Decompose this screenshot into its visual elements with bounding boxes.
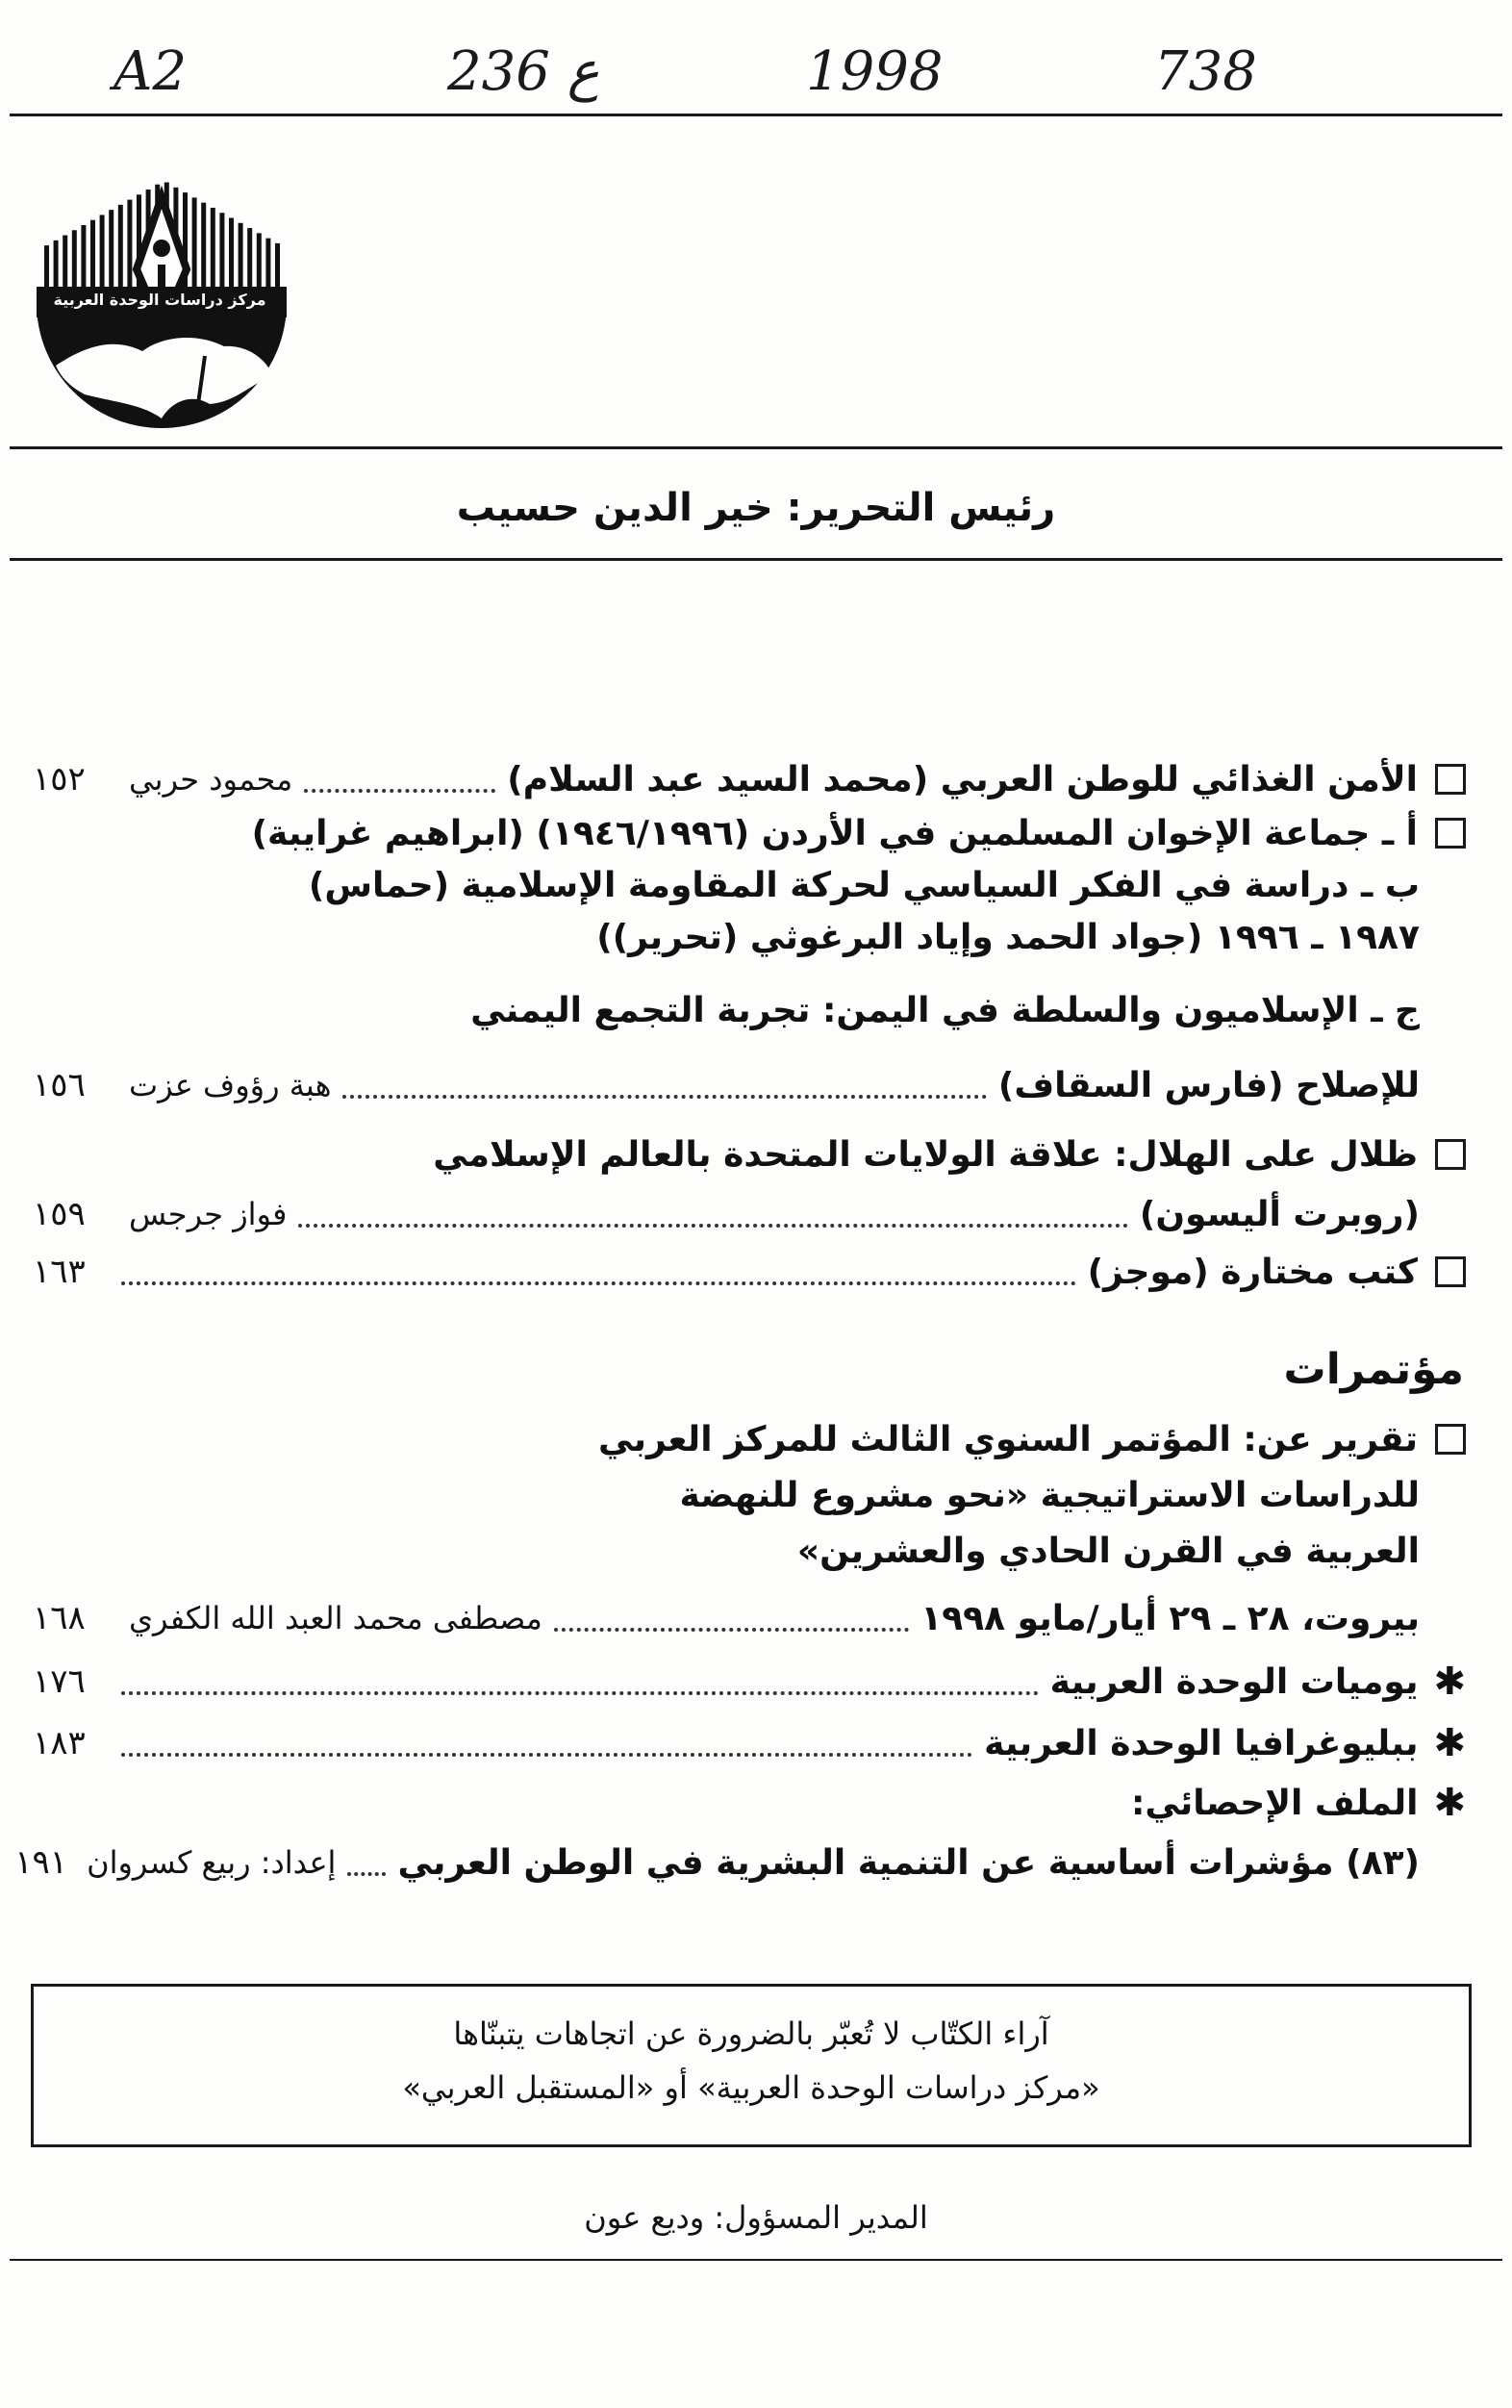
toc-page-number: ١٧٦ (33, 1662, 86, 1701)
checkbox-square-icon (1435, 1139, 1466, 1170)
logo-bar (72, 230, 77, 287)
header-rule (10, 114, 1502, 116)
toc-page-number: ١٦٣ (33, 1253, 86, 1291)
toc-row (33, 1412, 1466, 1466)
leader-dots (554, 1605, 909, 1632)
logo-bar (63, 236, 67, 287)
logo-bar (100, 215, 105, 287)
leader-dots (347, 1849, 386, 1876)
logo-bar (127, 200, 132, 287)
handwritten-note-year: 1998 (806, 40, 944, 103)
checkbox-square-icon (1435, 764, 1466, 795)
asterisk-bullet-icon: ✱ (1433, 1721, 1466, 1765)
editor-bottom-rule (10, 558, 1502, 561)
toc-row (33, 1128, 1466, 1181)
asterisk-bullet-icon: ✱ (1433, 1660, 1466, 1704)
disclaimer-line-2: «مركز دراسات الوحدة العربية» أو «المستقبل العربي» (402, 2069, 1100, 2106)
toc-author: مصطفى محمد العبد الله الكفري (129, 1600, 542, 1636)
leader-dots (121, 1258, 1076, 1285)
toc-title: ب ـ دراسة في الفكر السياسي لحركة المقاومة الإسلامية (حماس) (308, 865, 1420, 905)
toc-author: إعداد: ربيع كسروان (87, 1844, 337, 1881)
toc-row (33, 1655, 1466, 1709)
toc-row (14, 1836, 1466, 1889)
toc-page-number: ١٨٣ (33, 1724, 86, 1762)
logo-bar (229, 218, 234, 288)
leader-dots (121, 1668, 1039, 1695)
toc-author: محمود حربي (129, 761, 293, 798)
leader-dots (121, 1730, 972, 1757)
logo-bar (44, 245, 49, 287)
toc-row (33, 806, 1466, 860)
toc-author: فواز جرجس (129, 1196, 288, 1232)
logo-bar (201, 203, 206, 287)
disclaimer-box (31, 1984, 1472, 2147)
toc-row (33, 1591, 1466, 1645)
section-title-conferences: مؤتمرات (1283, 1345, 1464, 1394)
toc-author: هبة رؤوف عزت (129, 1067, 332, 1103)
logo-bar (192, 197, 197, 287)
logo-bar (257, 233, 262, 287)
checkbox-square-icon (1435, 1256, 1466, 1287)
toc-row (33, 1468, 1466, 1522)
logo-bar (265, 239, 270, 287)
toc-row (33, 1058, 1466, 1112)
toc-page-number: ١٥٩ (33, 1195, 86, 1233)
toc-row (33, 1245, 1466, 1299)
toc-row (33, 1524, 1466, 1578)
managing-director: المدير المسؤول: وديع عون (584, 2199, 928, 2236)
toc-title: يوميات الوحدة العربية (1049, 1661, 1419, 1702)
leader-dots (298, 1201, 1128, 1228)
toc-title: (٨٣) مؤشرات أساسية عن التنمية البشرية في الوطن العربي (397, 1842, 1420, 1883)
toc-title: ببليوغرافيا الوحدة العربية (984, 1723, 1419, 1763)
toc-title: للإصلاح (فارس السقاف) (997, 1065, 1420, 1105)
logo-bar (118, 205, 123, 287)
toc-title: تقرير عن: المؤتمر السنوي الثالث للمركز العربي (598, 1419, 1418, 1459)
toc-page-number: ١٩١ (14, 1843, 68, 1882)
checkbox-square-icon (1435, 818, 1466, 849)
leader-dots (342, 1072, 986, 1099)
handwritten-note-number: 738 (1154, 40, 1257, 103)
handwritten-note-a2: A2 (113, 40, 188, 103)
toc-title: ١٩٨٧ ـ ١٩٩٦ (جواد الحمد وإياد البرغوثي (تحرير)) (596, 917, 1420, 957)
logo-bar (219, 213, 224, 287)
toc-title: (روبرت أليسون) (1139, 1194, 1420, 1234)
editor-in-chief: رئيس التحرير: خير الدين حسيب (456, 486, 1056, 530)
toc-title: العربية في القرن الحادي والعشرين» (796, 1531, 1420, 1571)
toc-page-number: ١٥٢ (33, 760, 86, 798)
logo-bar (90, 220, 95, 287)
toc-title: بيروت، ٢٨ ـ ٢٩ أيار/مايو ١٩٩٨ (920, 1598, 1420, 1638)
logo-bar (81, 225, 86, 287)
editor-top-rule (10, 446, 1502, 449)
disclaimer-line-1: آراء الكتّاب لا تُعبّر بالضرورة عن اتجاهات يتبنّاها (453, 2015, 1049, 2052)
checkbox-square-icon (1435, 1424, 1466, 1455)
toc-row (33, 1187, 1466, 1241)
logo-bar (54, 241, 59, 287)
toc-title: للدراسات الاستراتيجية «نحو مشروع للنهضة (679, 1475, 1420, 1515)
logo-bar (275, 243, 280, 287)
asterisk-bullet-icon: ✱ (1433, 1781, 1466, 1825)
toc-page-number: ١٥٦ (33, 1066, 86, 1104)
toc-title: الملف الإحصائي: (1130, 1783, 1419, 1823)
toc-title: كتب مختارة (موجز) (1087, 1252, 1418, 1292)
toc-page-number: ١٦٨ (33, 1599, 86, 1637)
toc-row (33, 858, 1466, 912)
logo-text: مركز دراسات الوحدة العربية (53, 291, 266, 309)
toc-title: ج ـ الإسلاميون والسلطة في اليمن: تجربة التجمع اليمني (470, 990, 1420, 1030)
handwritten-note-code: 236 ع (447, 40, 600, 103)
leader-dots (304, 766, 495, 793)
toc-row (33, 1776, 1466, 1830)
toc-row (33, 1716, 1466, 1770)
logo-bar (239, 223, 243, 287)
logo-bar (211, 208, 215, 287)
logo-bar (247, 228, 252, 287)
toc-title: أ ـ جماعة الإخوان المسلمين في الأردن (١٩٤٦/١٩٩٦) (ابراهيم غرايبة) (251, 813, 1418, 853)
toc-title: ظلال على الهلال: علاقة الولايات المتحدة بالعالم الإسلامي (433, 1134, 1418, 1175)
toc-row (33, 983, 1466, 1037)
toc-title: الأمن الغذائي للوطن العربي (محمد السيد عبد السلام) (507, 759, 1418, 799)
toc-row (33, 910, 1466, 964)
toc-row (33, 752, 1466, 806)
footer-rule (10, 2259, 1502, 2261)
logo-bar (109, 210, 113, 287)
